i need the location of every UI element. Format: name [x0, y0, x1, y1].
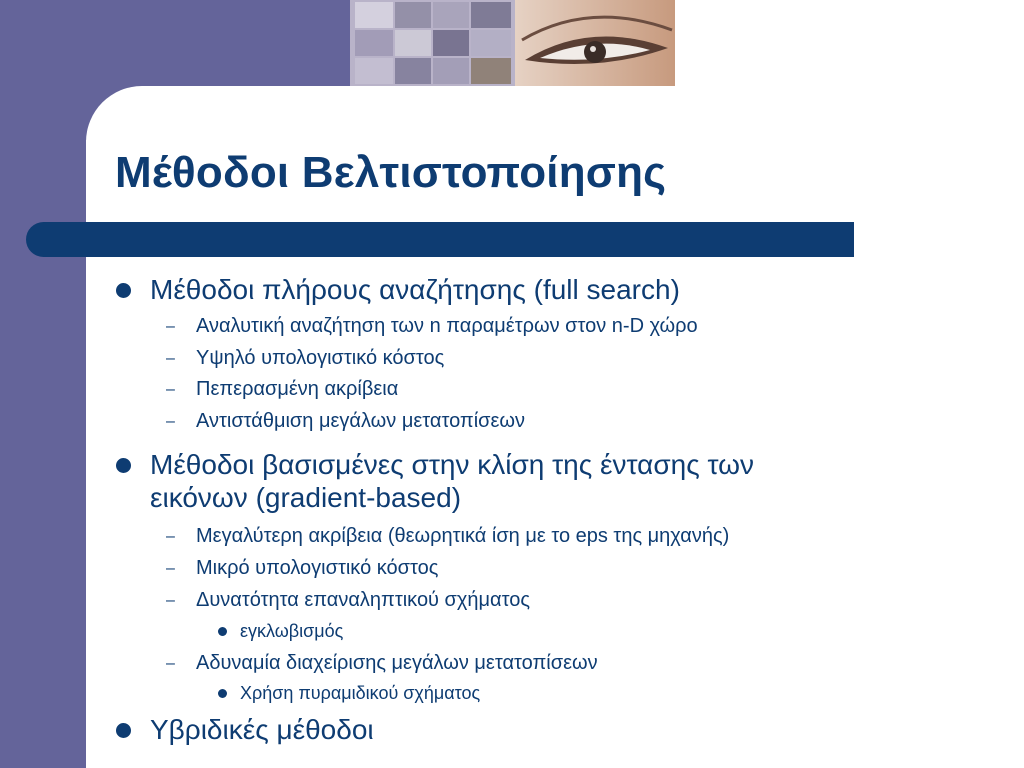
- list-item: Υψηλό υπολογιστικό κόστος: [196, 347, 445, 369]
- slide-title: Μέθοδοι Βελτιστοποίησης: [115, 148, 667, 197]
- bullet-icon: [116, 283, 131, 298]
- list-item: Μεγαλύτερη ακρίβεια (θεωρητικά ίση με το eps της μηχανής): [196, 525, 730, 547]
- dash-icon: –: [166, 381, 175, 398]
- bullet-icon: [218, 689, 227, 698]
- list-item: Χρήση πυραμιδικού σχήματος: [240, 683, 481, 703]
- dash-icon: –: [166, 560, 175, 577]
- list-item: εγκλωβισμός: [240, 621, 344, 641]
- list-item: Υβριδικές μέθοδοι: [150, 714, 374, 745]
- dash-icon: –: [166, 318, 175, 335]
- bullet-icon: [116, 723, 131, 738]
- dash-icon: –: [166, 528, 175, 545]
- list-item: Αναλυτική αναζήτηση των n παραμέτρων στον n-D χώρο: [196, 315, 698, 337]
- list-item: Αδυναμία διαχείρισης μεγάλων μετατοπίσεων: [196, 652, 598, 674]
- list-item: Αντιστάθμιση μεγάλων μετατοπίσεων: [196, 410, 526, 432]
- list-item: Μέθοδοι πλήρους αναζήτησης (full search): [150, 274, 680, 305]
- list-item: Δυνατότητα επαναληπτικού σχήματος: [196, 589, 530, 611]
- dash-icon: –: [166, 350, 175, 367]
- list-item: εικόνων (gradient-based): [150, 482, 462, 513]
- list-item: Μικρό υπολογιστικό κόστος: [196, 557, 439, 579]
- dash-icon: –: [166, 655, 175, 672]
- dash-icon: –: [166, 413, 175, 430]
- bullet-icon: [116, 458, 131, 473]
- bullet-icon: [218, 627, 227, 636]
- dash-icon: –: [166, 592, 175, 609]
- list-item: Πεπερασμένη ακρίβεια: [196, 378, 399, 400]
- list-item: Μέθοδοι βασισμένες στην κλίση της έντασης των: [150, 449, 754, 480]
